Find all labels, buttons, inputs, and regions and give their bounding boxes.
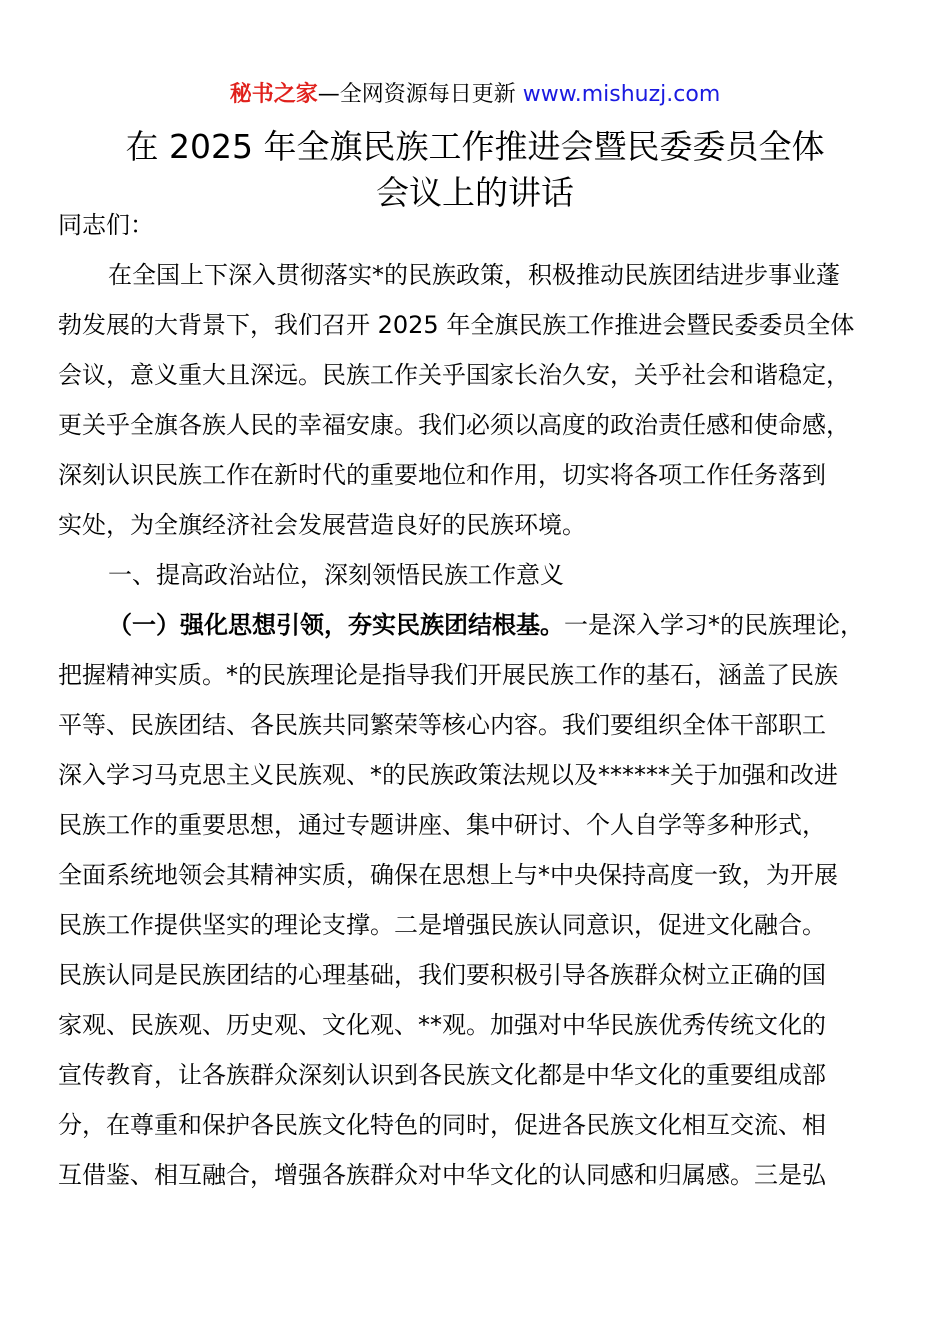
paragraph-line: 宣传教育，让各族群众深刻认识到各民族文化都是中华文化的重要组成部 bbox=[58, 1061, 826, 1089]
section-1-heading: 一、提高政治站位，深刻领悟民族工作意义 bbox=[108, 561, 564, 589]
paragraph-line: 深刻认识民族工作在新时代的重要地位和作用，切实将各项工作任务落到 bbox=[58, 461, 826, 489]
paragraph-line: 实处，为全旗经济社会发展营造良好的民族环境。 bbox=[58, 511, 586, 539]
paragraph-line: 勃发展的大背景下，我们召开 2025 年全旗民族工作推进会暨民委委员全体 bbox=[58, 311, 855, 339]
paragraph-line: 把握精神实质。*的民族理论是指导我们开展民族工作的基石，涵盖了民族 bbox=[58, 661, 838, 689]
subsection-first-line bbox=[58, 600, 904, 650]
site-url-link[interactable]: www.mishuzj.com bbox=[522, 82, 721, 107]
paragraph-1 bbox=[58, 250, 904, 550]
paragraph-line: 民族工作提供坚实的理论支撑。二是增强民族认同意识，促进文化融合。 bbox=[58, 911, 826, 939]
site-header bbox=[0, 80, 950, 110]
paragraph-line: 会议，意义重大且深远。民族工作关乎国家长治久安，关乎社会和谐稳定， bbox=[58, 361, 850, 389]
subsection-1-heading: （一）强化思想引领，夯实民族团结根基。 bbox=[108, 611, 564, 639]
paragraph-line: 民族工作的重要思想，通过专题讲座、集中研讨、个人自学等多种形式， bbox=[58, 811, 826, 839]
subsection-first-line-text: 一是深入学习*的民族理论， bbox=[564, 611, 864, 639]
paragraph-line: 在全国上下深入贯彻落实*的民族政策，积极推动民族团结进步事业蓬 bbox=[108, 261, 840, 289]
paragraph-line: 分，在尊重和保护各民族文化特色的同时，促进各民族文化相互交流、相 bbox=[58, 1111, 826, 1139]
title-line-1: 在 2025 年全旗民族工作推进会暨民委委员全体 bbox=[125, 127, 825, 166]
document-body bbox=[58, 200, 904, 1200]
paragraph-line: 家观、民族观、历史观、文化观、**观。加强对中华民族优秀传统文化的 bbox=[58, 1011, 826, 1039]
paragraph-line: 更关乎全旗各族人民的幸福安康。我们必须以高度的政治责任感和使命感， bbox=[58, 411, 850, 439]
paragraph-line: 平等、民族团结、各民族共同繁荣等核心内容。我们要组织全体干部职工 bbox=[58, 711, 826, 739]
paragraph-line: 民族认同是民族团结的心理基础，我们要积极引导各族群众树立正确的国 bbox=[58, 961, 826, 989]
paragraph-line: 全面系统地领会其精神实质，确保在思想上与*中央保持高度一致，为开展 bbox=[58, 861, 838, 889]
title-line-2: 会议上的讲话 bbox=[376, 173, 574, 212]
paragraph-line: 深入学习马克思主义民族观、*的民族政策法规以及******关于加强和改进 bbox=[58, 761, 838, 789]
brand-name: 秘书之家 bbox=[229, 82, 318, 107]
header-tagline: —全网资源每日更新 bbox=[317, 82, 523, 107]
greeting: 同志们： bbox=[58, 211, 154, 239]
subsection-1 bbox=[58, 600, 904, 1200]
paragraph-line: 互借鉴、相互融合，增强各族群众对中华文化的认同感和归属感。三是弘 bbox=[58, 1161, 826, 1189]
